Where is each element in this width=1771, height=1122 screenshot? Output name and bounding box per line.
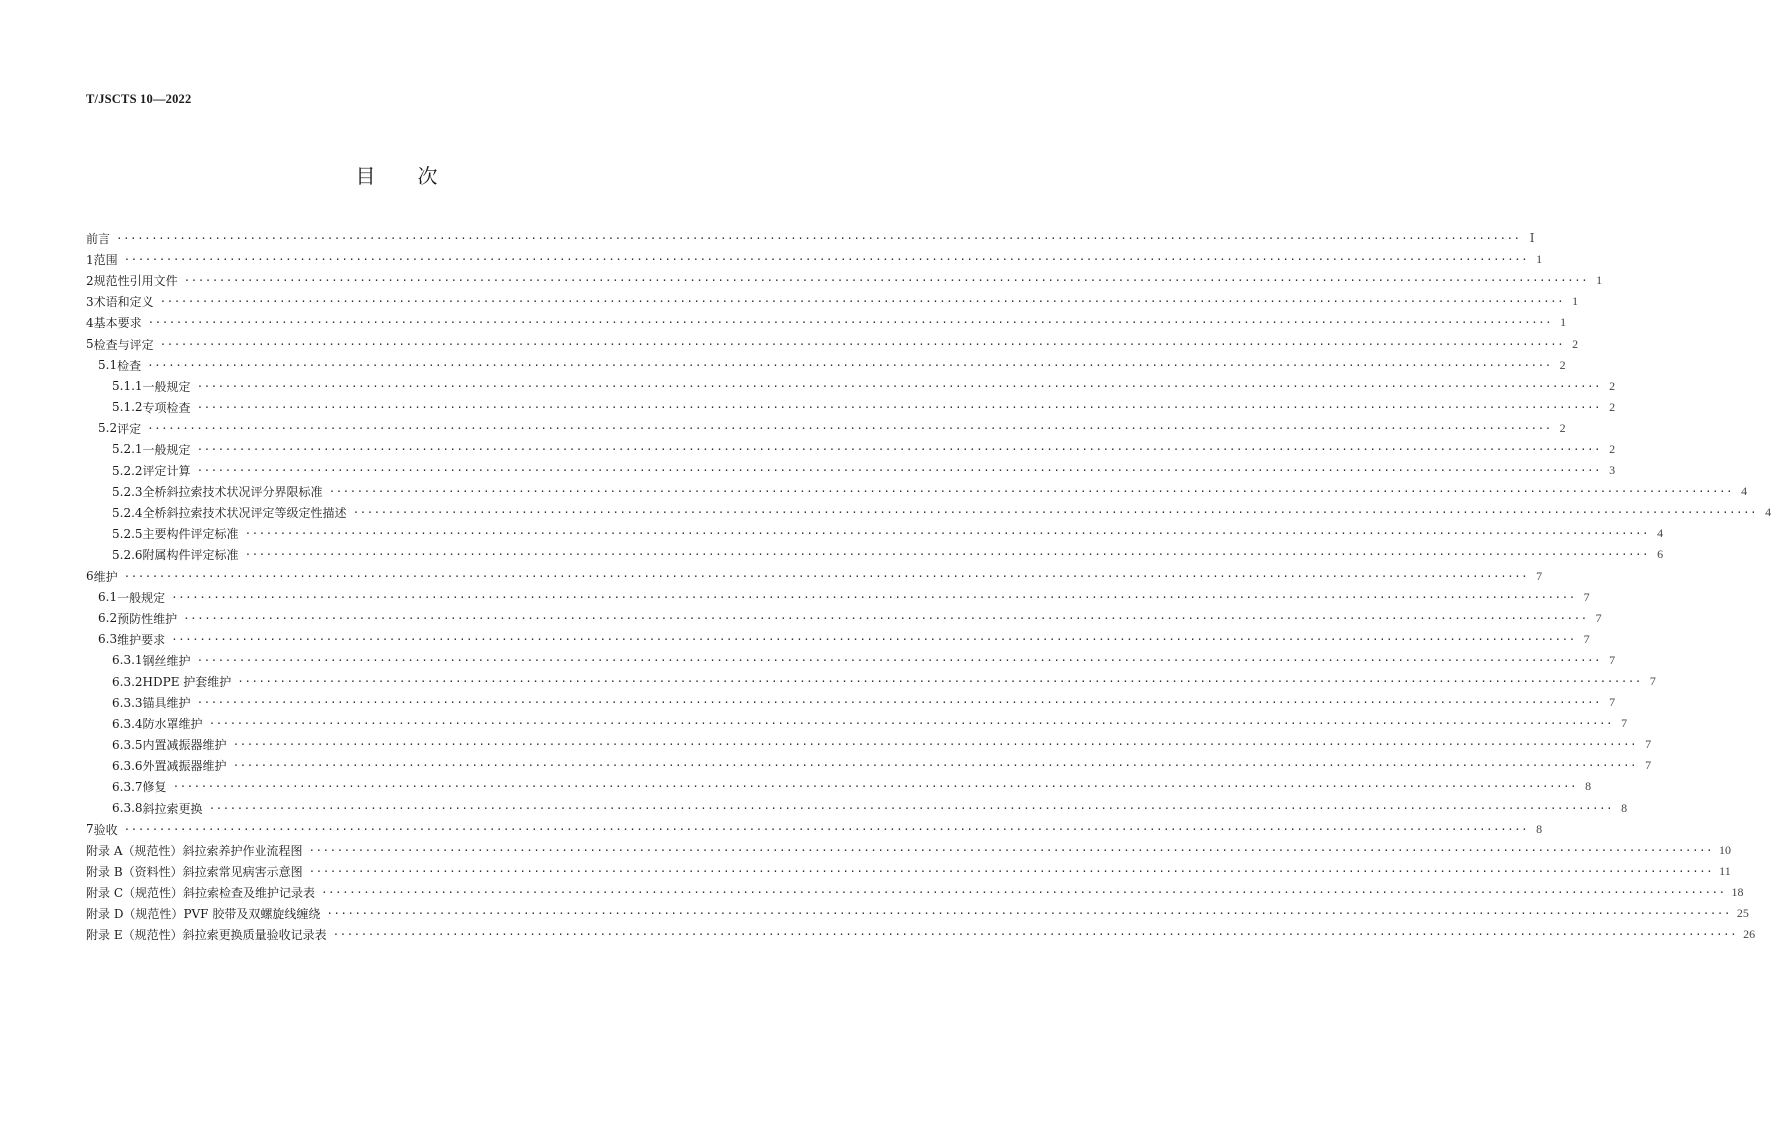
dot-leader: ········································································································································································································: [172, 780, 1578, 794]
toc-entry[interactable]: [86, 776, 1592, 797]
toc-entry[interactable]: [86, 798, 1628, 819]
title-char-1: 目: [355, 164, 376, 188]
toc-entry[interactable]: [86, 587, 1590, 608]
toc-entry-page: 7: [1645, 737, 1652, 752]
toc-entry[interactable]: [86, 333, 1579, 354]
toc-entry-number: 5.1: [98, 358, 118, 373]
toc-entry-page: Ⅰ: [1529, 231, 1535, 246]
toc-entry[interactable]: [86, 861, 1731, 882]
toc-entry-title: 验收: [93, 822, 118, 837]
toc-entry-number: 5.1.2: [112, 400, 143, 415]
toc-entry-page: 7: [1583, 631, 1590, 646]
toc-entry-title: 维护: [93, 569, 118, 584]
toc-entry-title: 内置减振器维护: [142, 738, 227, 753]
toc-entry[interactable]: [86, 544, 1664, 565]
toc-entry-page: 7: [1621, 716, 1628, 731]
toc-entry[interactable]: [86, 566, 1543, 587]
toc-entry-number: 附录 E（规范性）: [86, 928, 183, 943]
toc-entry-page: 2: [1572, 336, 1579, 351]
toc-entry[interactable]: [86, 924, 1756, 945]
toc-entry-number: 5.2: [98, 421, 118, 436]
dot-leader: ········································································································································································································: [196, 400, 1602, 414]
toc-entry-page: 7: [1595, 610, 1602, 625]
toc-entry-number: 附录 D（规范性）: [86, 907, 184, 922]
toc-entry-page: 7: [1645, 758, 1652, 773]
toc-entry-number: 6.3.1: [112, 653, 143, 668]
toc-entry-page: 6: [1657, 547, 1664, 562]
table-of-contents: [86, 228, 1771, 945]
toc-entry-page: 8: [1621, 800, 1628, 815]
toc-entry-title: 斜拉索更换质量验收记录表: [182, 928, 327, 943]
toc-entry-page: 7: [1609, 695, 1616, 710]
dot-leader: ········································································································································································································: [171, 632, 1576, 646]
toc-entry[interactable]: [86, 397, 1616, 418]
toc-entry-title: 修复: [142, 780, 167, 795]
toc-entry-number: 6.2: [98, 611, 118, 626]
dot-leader: ········································································································································································································: [308, 864, 1714, 878]
toc-entry-number: 5.2.3: [112, 484, 143, 499]
dot-leader: ········································································································································································································: [171, 590, 1576, 604]
toc-entry-number: 6: [86, 569, 94, 584]
toc-entry-number: 5: [86, 337, 94, 352]
toc-entry-title: 一般规定: [142, 442, 191, 457]
toc-entry-number: 6.3.7: [112, 779, 143, 794]
toc-entry-number: 6.3.6: [112, 758, 143, 773]
toc-entry-page: 4: [1765, 505, 1771, 520]
toc-entry[interactable]: [86, 903, 1749, 924]
standard-code: T/JSCTS 10—2022: [86, 92, 192, 106]
toc-entry-page: 1: [1536, 252, 1543, 267]
toc-entry-title: 专项检查: [142, 400, 191, 415]
toc-entry-number: 4: [86, 315, 94, 330]
toc-entry-number: 6.1: [98, 590, 118, 605]
toc-entry-title: PVF 胶带及双螺旋线缠绕: [183, 907, 321, 922]
toc-entry[interactable]: [86, 291, 1579, 312]
toc-entry-page: 11: [1719, 863, 1731, 878]
toc-entry-page: 2: [1559, 420, 1566, 435]
toc-entry[interactable]: [86, 671, 1656, 692]
toc-entry-page: 8: [1585, 779, 1592, 794]
page-title: [0, 160, 793, 189]
toc-entry-title: 全桥斜拉索技术状况评定等级定性描述: [142, 506, 347, 521]
dot-leader: ········································································································································································································: [196, 379, 1602, 393]
toc-entry-title: 钢丝维护: [142, 653, 191, 668]
toc-entry-page: 2: [1609, 441, 1616, 456]
dot-leader: ········································································································································································································: [196, 653, 1602, 667]
toc-entry-number: 2: [86, 273, 94, 288]
toc-entry[interactable]: [86, 460, 1616, 481]
dot-leader: ········································································································································································································: [326, 907, 1731, 921]
toc-entry-number: 6.3.2: [112, 674, 143, 689]
dot-leader: ········································································································································································································: [123, 822, 1529, 836]
dot-leader: ········································································································································································································: [147, 316, 1553, 330]
toc-entry-number: 附录 B（资料性）: [86, 864, 183, 879]
title-char-2: 次: [417, 164, 438, 188]
toc-entry[interactable]: [86, 882, 1744, 903]
toc-entry-page: 26: [1743, 927, 1756, 942]
toc-entry-title: 范围: [93, 253, 118, 268]
toc-entry-title: 锚具维护: [142, 696, 191, 711]
toc-entry-number: 3: [86, 294, 94, 309]
toc-entry-page: 10: [1719, 842, 1732, 857]
dot-leader: ········································································································································································································: [196, 464, 1602, 478]
toc-entry-number: 1: [86, 252, 94, 267]
toc-entry[interactable]: [86, 418, 1566, 439]
toc-entry-number: 6.3.4: [112, 716, 143, 731]
toc-entry[interactable]: [86, 523, 1664, 544]
toc-entry-page: 7: [1583, 589, 1590, 604]
toc-entry-title: 附属构件评定标准: [142, 548, 239, 563]
toc-entry-number: 6.3.8: [112, 801, 143, 816]
toc-entry-title: 前言: [86, 232, 111, 247]
dot-leader: ········································································································································································································: [116, 232, 1521, 246]
toc-entry-title: 一般规定: [142, 379, 191, 394]
toc-entry-page: 1: [1596, 273, 1603, 288]
toc-entry-number: 5.2.6: [112, 547, 143, 562]
dot-leader: ········································································································································································································: [196, 442, 1602, 456]
dot-leader: ········································································································································································································: [332, 928, 1738, 942]
toc-entry-page: 7: [1649, 674, 1656, 689]
dot-leader: ········································································································································································································: [321, 885, 1726, 899]
toc-entry-page: 3: [1609, 463, 1616, 478]
dot-leader: ········································································································································································································: [308, 843, 1714, 857]
dot-leader: ········································································································································································································: [123, 569, 1529, 583]
dot-leader: ········································································································································································································: [196, 696, 1602, 710]
toc-entry-number: 5.2.2: [112, 463, 143, 478]
toc-entry-page: 18: [1731, 884, 1744, 899]
dot-leader: ········································································································································································································: [208, 717, 1614, 731]
toc-entry[interactable]: [86, 270, 1603, 291]
toc-entry[interactable]: [86, 629, 1590, 650]
toc-entry-number: 5.1.1: [112, 379, 143, 394]
toc-entry-title: 术语和定义: [93, 295, 154, 310]
toc-entry[interactable]: [86, 734, 1652, 755]
toc-entry-title: 一般规定: [117, 590, 166, 605]
toc-entry-title: 维护要求: [117, 632, 166, 647]
toc-entry-number: 5.2.1: [112, 442, 143, 457]
toc-entry-title: 防水罩维护: [142, 717, 203, 732]
dot-leader: ········································································································································································································: [232, 759, 1638, 773]
toc-entry[interactable]: [86, 608, 1602, 629]
toc-entry-page: 1: [1560, 315, 1567, 330]
toc-entry-page: 1: [1572, 294, 1579, 309]
toc-entry-number: 7: [86, 822, 94, 837]
dot-leader: ········································································································································································································: [147, 421, 1552, 435]
toc-entry-number: 5.2.4: [112, 505, 143, 520]
toc-entry-title: 主要构件评定标准: [142, 527, 239, 542]
toc-entry-number: 附录 A（规范性）: [86, 843, 183, 858]
dot-leader: ········································································································································································································: [147, 358, 1552, 372]
dot-leader: ········································································································································································································: [352, 506, 1758, 520]
toc-entry-title: 斜拉索养护作业流程图: [182, 843, 303, 858]
toc-entry[interactable]: [86, 228, 1535, 249]
dot-leader: ········································································································································································································: [159, 295, 1565, 309]
dot-leader: ········································································································································································································: [237, 675, 1642, 689]
toc-entry-page: 7: [1536, 568, 1543, 583]
toc-entry-title: 评定计算: [142, 464, 191, 479]
toc-entry[interactable]: [86, 819, 1543, 840]
toc-entry[interactable]: [86, 755, 1652, 776]
toc-entry-page: 2: [1609, 399, 1616, 414]
toc-entry-page: 4: [1741, 484, 1748, 499]
toc-entry-title: 预防性维护: [117, 611, 178, 626]
dot-leader: ········································································································································································································: [159, 337, 1565, 351]
toc-entry-title: 斜拉索更换: [142, 801, 203, 816]
toc-entry-title: 全桥斜拉索技术状况评分界限标准: [142, 485, 323, 500]
toc-entry-page: 4: [1657, 526, 1664, 541]
toc-entry[interactable]: [86, 713, 1628, 734]
toc-entry-title: 检查与评定: [93, 337, 154, 352]
toc-entry-number: 5.2.5: [112, 526, 143, 541]
dot-leader: ········································································································································································································: [328, 485, 1734, 499]
toc-entry[interactable]: [86, 502, 1771, 523]
dot-leader: ········································································································································································································: [183, 274, 1589, 288]
toc-entry-number: 6.3: [98, 632, 118, 647]
toc-entry[interactable]: [86, 439, 1616, 460]
toc-entry-number: 6.3.5: [112, 737, 143, 752]
dot-leader: ········································································································································································································: [183, 611, 1588, 625]
toc-entry[interactable]: [86, 249, 1543, 270]
toc-entry[interactable]: [86, 355, 1566, 376]
toc-entry-title: 规范性引用文件: [93, 274, 178, 289]
toc-entry[interactable]: [86, 312, 1567, 333]
toc-entry-title: 基本要求: [93, 316, 142, 331]
toc-entry-page: 7: [1609, 652, 1616, 667]
toc-entry-title: 检查: [117, 358, 142, 373]
toc-entry[interactable]: [86, 840, 1732, 861]
toc-entry-page: 25: [1736, 906, 1749, 921]
toc-entry-number: 6.3.3: [112, 695, 143, 710]
toc-entry[interactable]: [86, 692, 1616, 713]
toc-entry-page: 2: [1559, 357, 1566, 372]
dot-leader: ········································································································································································································: [232, 738, 1638, 752]
dot-leader: ········································································································································································································: [123, 253, 1529, 267]
toc-entry-title: 外置减振器维护: [142, 759, 227, 774]
toc-entry[interactable]: [86, 376, 1616, 397]
dot-leader: ········································································································································································································: [208, 801, 1614, 815]
toc-entry-number: 附录 C（规范性）: [86, 885, 183, 900]
toc-entry-page: 2: [1609, 378, 1616, 393]
toc-entry[interactable]: [86, 481, 1748, 502]
dot-leader: ········································································································································································································: [244, 527, 1650, 541]
dot-leader: ········································································································································································································: [244, 548, 1650, 562]
toc-entry[interactable]: [86, 650, 1616, 671]
toc-entry-title: 斜拉索常见病害示意图: [182, 864, 303, 879]
toc-entry-title: 斜拉索检查及维护记录表: [183, 885, 316, 900]
toc-entry-title: HDPE 护套维护: [142, 675, 232, 690]
toc-entry-title: 评定: [117, 421, 142, 436]
toc-entry-page: 8: [1536, 821, 1543, 836]
